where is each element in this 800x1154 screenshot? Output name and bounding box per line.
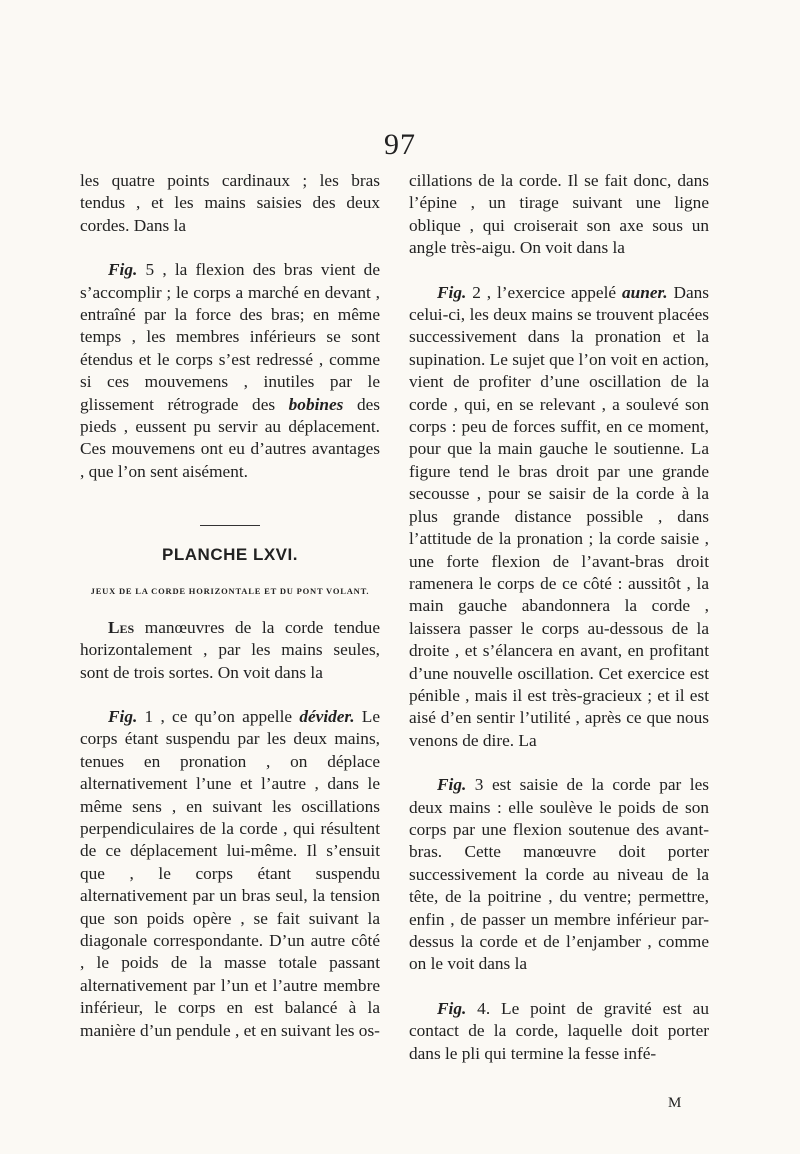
- small-caps-word: Les: [108, 617, 135, 637]
- text-run: manœuvres de la corde tendue horizontalement , par les mains seules, sont de trois sortes. On voit dans la: [80, 617, 380, 682]
- paragraph: [80, 259, 380, 483]
- figure-label: Fig.: [437, 282, 467, 302]
- page-number: 97: [384, 128, 416, 161]
- plate-title: PLANCHE LXVI.: [162, 545, 298, 565]
- left-column: [80, 170, 380, 1042]
- text-run: 2 , l’exercice appelé: [466, 282, 622, 302]
- text-run: Dans celui-ci, les deux mains se trouvent placées successivement dans la pronation et la supination. Le sujet que l’on voit en action, vient de profiter d’une oscillation de la corde , qui, en se relevant , a soulevé son corps : peu de forces suffit, en ce moment, pour que la main gauche le soutienne. La figure tend le bras droit par une grande secousse , pour se saisir de la corde à la plus grande distance possible , dans l’attitude de la pronation ; la corde saisie , une forte flexion de l’avant-bras droit ramenera le corps de ce côté : aussitôt , la main gauche abandonnera la corde , laissera passer le corps au-dessous de la droite , et s’élancera en avant, en profitant d’une nouvelle oscillation. Cet exercice est pénible , mais il est très-gracieux ; et il est aisé d’en sentir l’utilité , après ce que nous venons de dire. La: [409, 282, 709, 750]
- figure-label: Fig.: [437, 775, 467, 795]
- paragraph: cillations de la corde. Il se fait donc, dans l’épine , un tirage suivant une ligne oblique , qui croiserait son axe sous un angle très-aigu. On voit dans la: [409, 171, 709, 258]
- section-divider: [200, 525, 260, 526]
- text-run: 1 , ce qu’on appelle: [137, 706, 300, 726]
- paragraph: [80, 617, 380, 684]
- text-run: 4. Le point de gravité est au contact de la corde, laquelle doit porter dans le pli qui termine la fesse infé-: [409, 998, 709, 1063]
- plate-subtitle: JEUX DE LA CORDE HORIZONTALE ET DU PONT VOLANT.: [90, 585, 370, 596]
- figure-label: Fig.: [437, 998, 467, 1018]
- text-run: 3 est saisie de la corde par les deux mains : elle soulève le poids de son corps par une flexion soutenue des avant-bras. Cette manœuvre doit porter successivement la corde au niveau de la tête, de la poitrine , du ventre; permettre, enfin , de passer un membre inférieur par-dessus la corde et de l’enjamber , comme on le voit dans la: [409, 775, 709, 974]
- text-run: 5 , la flexion des bras vient de s’accomplir ; le corps a marché en devant , entraîné par la force des bras; en même temps , les membres inférieurs se sont étendus et le corps s’est redressé , comme si ces mouvemens , inutiles par le glissement rétrograde des: [80, 260, 380, 414]
- emphasis: bobines: [288, 394, 344, 414]
- text-run: des pieds , eussent pu servir au déplacement. Ces mouvemens ont eu d’autres avantages , que l’on sent aisément.: [80, 394, 380, 481]
- emphasis: auner.: [621, 282, 668, 302]
- paragraph: [80, 706, 380, 1042]
- right-column: [409, 170, 709, 1065]
- paragraph: [409, 998, 709, 1065]
- text-run: Le corps étant suspendu par les deux mains, tenues en pronation , on déplace alternativement l’une et l’autre , dans le même sens , en suivant les oscillations perpendiculaires de la corde , qui résultent de ce déplacement lui-même. Il s’ensuit que , le corps étant suspendu alternativement par un bras seul, la tension que son poids opère , se fait suivant la diagonale correspondante. D’un autre côté , le poids de la masse totale passant alternativement par l’un et l’autre membre inférieur, le corps en est balancé à la manière d’un pendule , et en suivant les os-: [80, 706, 381, 1040]
- signature-mark: M: [668, 1095, 682, 1111]
- paragraph: [409, 282, 709, 753]
- paragraph: [409, 774, 709, 976]
- figure-label: Fig.: [108, 706, 138, 726]
- paragraph: les quatre points cardinaux ; les bras tendus , et les mains saisies des deux cordes. Dans la: [80, 171, 380, 235]
- figure-label: Fig.: [108, 260, 138, 280]
- emphasis: dévider.: [299, 706, 355, 726]
